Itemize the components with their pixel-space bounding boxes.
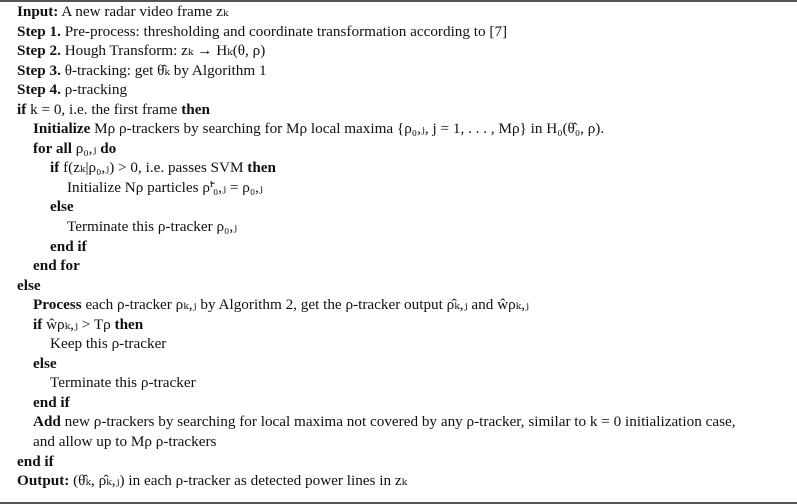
line-text: Terminate this ρ-tracker (50, 374, 196, 392)
line-text: Initialize Nρ particles ρ̃ⁱ₀,ⱼ = ρ₀,ⱼ (67, 178, 263, 196)
keyword: for all (33, 139, 72, 157)
keyword: Step 1. (17, 22, 61, 40)
line-text: and allow up to Mρ ρ-trackers (33, 433, 217, 451)
line-text: ρ-tracking (60, 81, 128, 99)
algorithm-line (17, 139, 797, 159)
keyword: then (181, 100, 210, 118)
algorithm-line (17, 100, 797, 120)
line-text: new ρ-trackers by searching for local maxima not covered by any ρ-tracker, similar to k = 0 initialization case, (60, 413, 736, 431)
keyword: else (33, 354, 57, 372)
algorithm-line (17, 471, 797, 491)
keyword: Step 4. (17, 81, 61, 99)
algorithm-line (17, 41, 797, 61)
line-text: Terminate this ρ-tracker ρ₀,ⱼ (67, 218, 238, 236)
algorithm-line (17, 354, 797, 374)
algorithm-line (17, 256, 797, 276)
line-text: (θ̂ₖ, ρ̂ₖ,ⱼ) in each ρ-tracker as detected power lines in zₖ (69, 472, 408, 490)
line-text: A new radar video frame zₖ (58, 3, 229, 20)
keyword: Add (33, 413, 61, 431)
line-text: θ-tracking: get θ̂ₖ by Algorithm 1 (60, 61, 267, 79)
algorithm-line (17, 2, 797, 22)
keyword: Input: (17, 3, 59, 20)
algorithm-line (17, 452, 797, 472)
keyword: end if (17, 452, 54, 470)
algorithm-line (17, 276, 797, 296)
keyword: if (50, 159, 60, 177)
keyword: Step 3. (17, 61, 61, 79)
algorithm-line (17, 178, 797, 198)
line-text: k = 0, i.e. the first frame (26, 100, 182, 118)
keyword: else (50, 198, 74, 216)
keyword: end if (50, 237, 87, 255)
keyword: else (17, 276, 41, 294)
algorithm-line (17, 295, 797, 315)
algorithm-line (17, 393, 797, 413)
algorithm-line (17, 197, 797, 217)
line-text: f(zₖ|ρ₀,ⱼ) > 0, i.e. passes SVM (59, 159, 248, 177)
keyword: Output: (17, 472, 70, 490)
keyword: Process (33, 296, 82, 314)
line-text: Keep this ρ-tracker (50, 335, 167, 353)
algorithm-line (17, 373, 797, 393)
keyword: do (100, 139, 117, 157)
algorithm-line (17, 119, 797, 139)
algorithm-line (17, 217, 797, 237)
algorithm-line (17, 22, 797, 42)
keyword: end if (33, 393, 70, 411)
line-text: ŵρₖ,ⱼ > Tρ (42, 315, 115, 333)
line-text: Hough Transform: zₖ → Hₖ(θ, ρ) (60, 42, 266, 60)
line-text: Pre-process: thresholding and coordinate transformation according to [7] (60, 22, 508, 40)
keyword: if (17, 100, 27, 118)
keyword: Step 2. (17, 42, 61, 60)
line-text: each ρ-tracker ρₖ,ⱼ by Algorithm 2, get the ρ-tracker output ρ̂ₖ,ⱼ and ŵρₖ,ⱼ (81, 296, 530, 314)
algorithm-line (17, 315, 797, 335)
algorithm-box (17, 2, 797, 491)
algorithm-line (17, 61, 797, 81)
algorithm-line (17, 432, 797, 452)
algorithm-line (17, 158, 797, 178)
line-text: Mρ ρ-trackers by searching for Mρ local maxima {ρ₀,ⱼ, j = 1, . . . , Mρ} in H₀(θ̂₀, ρ). (90, 120, 605, 138)
keyword: if (33, 315, 43, 333)
keyword: then (114, 315, 144, 333)
algorithm-line (17, 334, 797, 354)
algorithm-line (17, 237, 797, 257)
keyword: Initialize (33, 120, 91, 138)
algorithm-line (17, 412, 797, 432)
algorithm-line (17, 80, 797, 100)
keyword: then (247, 159, 276, 177)
keyword: end for (33, 257, 80, 275)
line-text: ρ₀,ⱼ (71, 139, 101, 157)
